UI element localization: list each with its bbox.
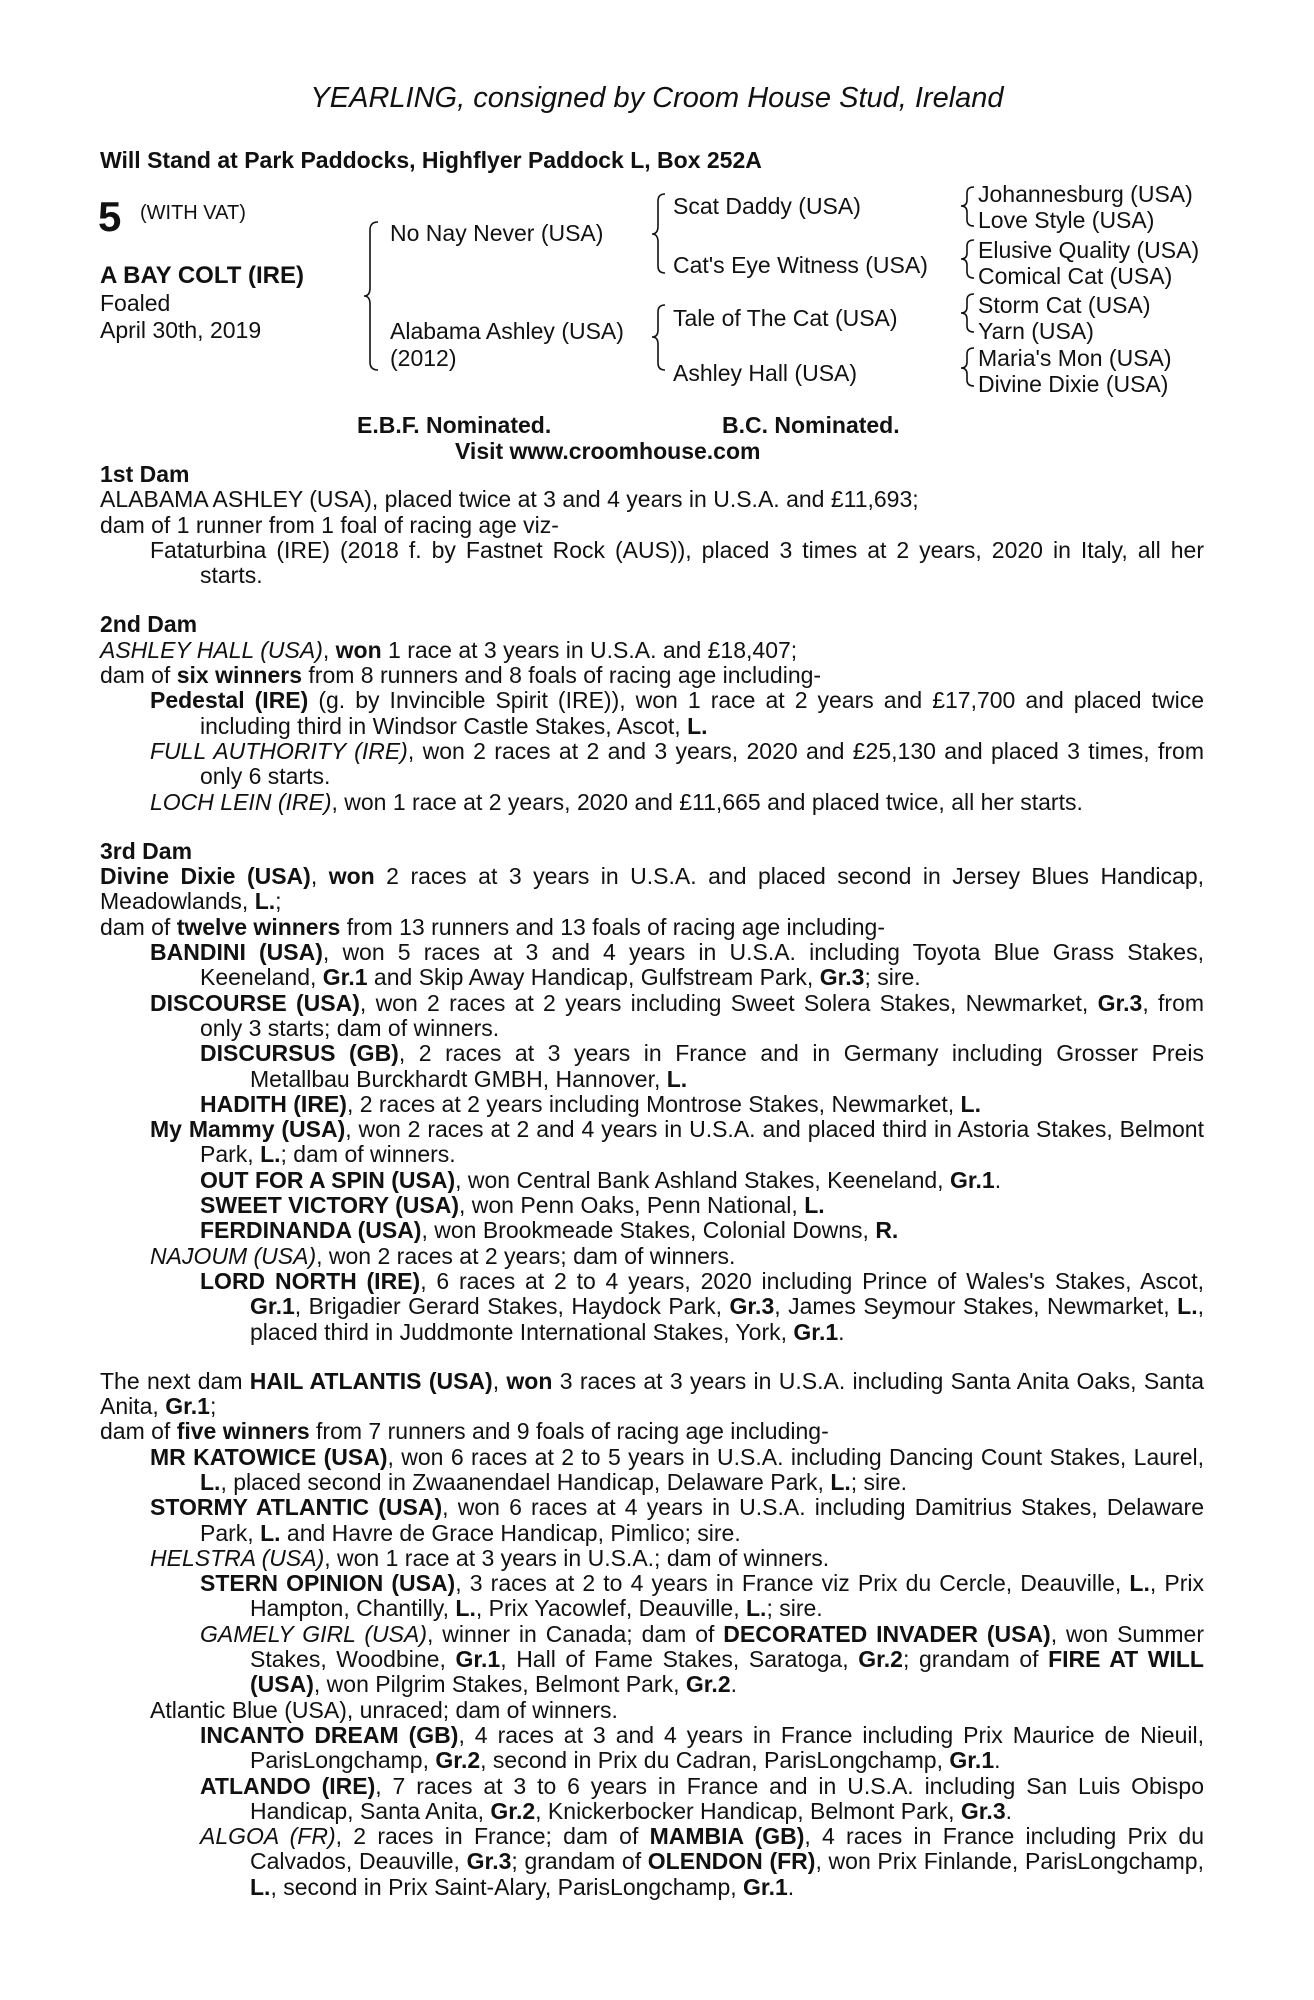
text: (g. by Invincible Spirit (IRE)), won 1 race at 2 years and £17,700 and placed twice including third in Windsor Castle Stakes, Ascot, (200, 687, 1204, 739)
text: , Prix Hampton, Chantilly, (250, 1570, 1205, 1622)
bold-text: HADITH (IRE) (200, 1090, 347, 1117)
bold-text: five winners (176, 1418, 310, 1445)
record-paragraph (150, 790, 1204, 815)
record-paragraph (150, 1244, 1204, 1269)
text: Atlantic Blue (USA), unraced; dam of winners. (150, 1696, 618, 1723)
text: . (994, 1747, 1001, 1774)
bold-text: L. (455, 1595, 476, 1622)
text: , (322, 636, 336, 663)
text: , 3 races at 2 to 4 years in France viz Prix du Cercle, Deauville, (455, 1570, 1130, 1597)
bold-text: six winners (176, 662, 302, 689)
italic-text: LOCH LEIN (IRE) (150, 788, 332, 815)
text: , 7 races at 3 to 6 years in France and in U.S.A. including San Luis Obispo Handicap, Santa Anita, (250, 1772, 1204, 1824)
bold-text: INCANTO DREAM (GB) (200, 1721, 459, 1748)
bold-text: L. (260, 1141, 281, 1168)
bold-text: Gr.1 (165, 1393, 210, 1420)
record-paragraph (100, 1419, 1204, 1444)
text: , Knickerbocker Handicap, Belmont Park, (535, 1797, 961, 1824)
bold-text: DISCOURSE (USA) (150, 989, 360, 1016)
italic-text: GAMELY GIRL (USA) (200, 1620, 427, 1647)
text: dam of 1 runner from 1 foal of racing age viz- (100, 511, 559, 538)
text: , (492, 1367, 507, 1394)
bold-text: won (335, 636, 382, 663)
bold-text: OLENDON (FR) (647, 1848, 816, 1875)
text: . (730, 1671, 738, 1698)
bold-text: Gr.2 (490, 1797, 536, 1824)
text: , second in Prix Saint-Alary, ParisLongchamp, (270, 1873, 744, 1900)
text: ALABAMA ASHLEY (USA), placed twice at 3 and 4 years in U.S.A. and £11,693; (100, 486, 919, 513)
text: . (994, 1166, 1002, 1193)
section-heading: 1st Dam (100, 461, 190, 487)
bold-text: SWEET VICTORY (USA) (200, 1192, 459, 1219)
bold-text: L. (687, 712, 708, 739)
ebf-nomination: E.B.F. Nominated. (357, 412, 552, 438)
record-paragraph (150, 739, 1204, 790)
record-paragraph (200, 1571, 1204, 1622)
lot-number: 5 (98, 193, 122, 240)
record-paragraph (200, 1622, 1204, 1698)
text: , James Seymour Stakes, Newmarket, (774, 1293, 1178, 1320)
text: . (787, 1873, 795, 1900)
bold-text: Gr.2 (858, 1646, 903, 1673)
text: ; (275, 888, 282, 915)
record-paragraph (150, 1117, 1204, 1168)
text: ; sire. (766, 1595, 823, 1622)
bold-text: L. (666, 1065, 688, 1092)
sire-sire: Scat Daddy (USA) (673, 193, 861, 219)
record-paragraph (100, 1369, 1204, 1420)
bold-text: FIRE AT WILL (USA) (250, 1646, 1204, 1698)
bold-text: L. (1177, 1293, 1198, 1320)
ancestor-8: Divine Dixie (USA) (978, 371, 1169, 397)
text: , won 2 races at 2 and 3 years, 2020 and £25,130 and placed 3 times, from only 6 starts. (200, 737, 1205, 790)
bold-text: L. (804, 1192, 825, 1219)
text: and Skip Away Handicap, Gulfstream Park, (367, 964, 820, 991)
ancestor-2: Love Style (USA) (978, 207, 1155, 233)
text: , 2 races in France; dam of (335, 1823, 650, 1850)
record-paragraph (200, 1774, 1204, 1825)
bold-text: won (328, 863, 375, 890)
text: , 4 races in France including Prix du Calvados, Deauville, (250, 1823, 1205, 1875)
bold-text: twelve winners (176, 913, 341, 940)
bold-text: DISCURSUS (GB) (200, 1040, 399, 1067)
record-paragraph (100, 864, 1204, 915)
text: ; (209, 1393, 217, 1420)
text: Fataturbina (IRE) (2018 f. by Fastnet Rock (AUS)), placed 3 times at 2 years, 2020 in Italy, all her starts. (150, 536, 1204, 589)
bold-text: ATLANDO (IRE) (200, 1772, 376, 1799)
bold-text: Gr.1 (455, 1646, 501, 1673)
text: ; grandam of (511, 1848, 648, 1875)
bold-text: won (506, 1367, 553, 1394)
bold-text: Gr.1 (743, 1873, 788, 1900)
text: 3 races at 3 years in U.S.A. including Santa Anita Oaks, Santa Anita, (100, 1367, 1204, 1420)
text: , won 6 races at 4 years in U.S.A. including Damitrius Stakes, Delaware Park, (200, 1494, 1204, 1546)
text: , won 6 races at 2 to 5 years in U.S.A. including Dancing Count Stakes, Laurel, (387, 1443, 1204, 1470)
record-paragraph (200, 1824, 1204, 1900)
record-paragraph (100, 915, 1204, 940)
text: . (838, 1318, 845, 1345)
text: , Hall of Fame Stakes, Saratoga, (500, 1646, 859, 1673)
bold-text: MAMBIA (GB) (649, 1823, 805, 1850)
record-paragraph (200, 1168, 1204, 1193)
record-paragraph (150, 1546, 1204, 1571)
bold-text: R. (875, 1217, 899, 1244)
text: ; grandam of (902, 1646, 1049, 1673)
record-paragraph (100, 487, 1204, 512)
text: , 6 races at 2 to 4 years, 2020 including Prince of Wales's Stakes, Ascot, (420, 1267, 1204, 1294)
bold-text: Gr.1 (949, 1747, 995, 1774)
bold-text: Gr.3 (960, 1797, 1006, 1824)
foaled-label: Foaled (100, 290, 171, 316)
bold-text: LORD NORTH (IRE) (200, 1267, 421, 1294)
bold-text: My Mammy (USA) (150, 1116, 346, 1143)
record-paragraph (200, 1218, 1204, 1243)
bold-text: DECORATED INVADER (USA) (723, 1620, 1051, 1647)
text: The next dam (100, 1367, 250, 1394)
ancestor-1: Johannesburg (USA) (978, 181, 1193, 207)
bold-text: STORMY ATLANTIC (USA) (150, 1494, 443, 1521)
bold-text: Gr.1 (793, 1318, 839, 1345)
bold-text: L. (960, 1090, 981, 1117)
bold-text: L. (830, 1468, 851, 1495)
sire: No Nay Never (USA) (390, 220, 604, 246)
bold-text: Pedestal (IRE) (150, 687, 309, 714)
dam-sire: Tale of The Cat (USA) (673, 305, 898, 331)
text: , won Penn Oaks, Penn National, (459, 1192, 805, 1219)
text: , won 2 races at 2 and 4 years in U.S.A. and placed third in Astoria Stakes, Belmont Park, (200, 1116, 1204, 1168)
bold-text: Divine Dixie (USA) (100, 863, 311, 890)
italic-text: ASHLEY HALL (USA) (100, 636, 323, 663)
bold-text: STERN OPINION (USA) (200, 1570, 456, 1597)
record-paragraph (200, 1269, 1204, 1345)
text: , won Prix Finlande, ParisLongchamp, (815, 1848, 1204, 1875)
bold-text: HAIL ATLANTIS (USA) (249, 1367, 493, 1394)
bold-text: Gr.3 (819, 964, 865, 991)
bc-nomination: B.C. Nominated. (722, 412, 900, 438)
text: , 2 races at 2 years including Montrose Stakes, Newmarket, (346, 1090, 961, 1117)
text: , won 1 race at 3 years in U.S.A.; dam of winners. (324, 1544, 830, 1571)
ancestor-7: Maria's Mon (USA) (978, 345, 1172, 371)
bold-text: L. (200, 1468, 221, 1495)
record-paragraph (150, 1445, 1204, 1496)
record-paragraph (100, 638, 1204, 663)
ancestor-4: Comical Cat (USA) (978, 263, 1173, 289)
bold-text: L. (250, 1873, 271, 1900)
bold-text: Gr.3 (466, 1848, 512, 1875)
text: , (310, 863, 329, 890)
record-paragraph (150, 991, 1204, 1042)
text: , won Pilgrim Stakes, Belmont Park, (313, 1671, 686, 1698)
bold-text: L. (1129, 1570, 1150, 1597)
record-paragraph (200, 1041, 1204, 1092)
bold-text: L. (254, 888, 276, 915)
text: from 7 runners and 9 foals of racing age including- (309, 1418, 829, 1445)
bold-text: Gr.1 (250, 1293, 295, 1320)
dam-dam: Ashley Hall (USA) (673, 360, 858, 386)
italic-text: FULL AUTHORITY (IRE) (150, 737, 408, 764)
horse-description: A BAY COLT (IRE) (100, 262, 305, 289)
bold-text: FERDINANDA (USA) (200, 1217, 422, 1244)
bold-text: Gr.3 (729, 1293, 775, 1320)
text: dam of (100, 662, 177, 689)
text: , won Brookmeade Stakes, Colonial Downs, (421, 1217, 876, 1244)
italic-text: HELSTRA (USA) (150, 1544, 325, 1571)
page-title: YEARLING, consigned by Croom House Stud, Ireland (310, 82, 1004, 114)
text: , Brigadier Gerard Stakes, Haydock Park, (294, 1293, 730, 1320)
foaled-date: April 30th, 2019 (100, 317, 262, 343)
text: , 4 races at 3 and 4 years in France including Prix Maurice de Nieuil, ParisLongchamp, (250, 1721, 1204, 1774)
text: from 13 runners and 13 foals of racing age including- (340, 913, 885, 940)
text: , won 2 races at 2 years including Sweet Solera Stakes, Newmarket, (359, 989, 1098, 1016)
vat-note: (WITH VAT) (140, 202, 246, 224)
section-spacer (100, 1345, 1204, 1369)
text: 1 race at 3 years in U.S.A. and £18,407; (381, 636, 798, 663)
ancestor-5: Storm Cat (USA) (978, 292, 1151, 318)
bold-text: Gr.2 (435, 1747, 481, 1774)
text: , placed third in Juddmonte International Stakes, York, (250, 1293, 1205, 1345)
text: , won 2 races at 2 years; dam of winners. (316, 1242, 736, 1269)
stand-location: Will Stand at Park Paddocks, Highflyer Paddock L, Box 252A (100, 147, 762, 173)
text: dam of (100, 1418, 177, 1445)
ancestor-6: Yarn (USA) (978, 318, 1094, 344)
record-paragraph (150, 940, 1204, 991)
sire-dam: Cat's Eye Witness (USA) (673, 252, 928, 278)
text: , won 1 race at 2 years, 2020 and £11,665 and placed twice, all her starts. (331, 788, 1083, 815)
record-paragraph (150, 688, 1204, 739)
text: 2 races at 3 years in U.S.A. and placed second in Jersey Blues Handicap, Meadowlands, (100, 863, 1205, 915)
text: ; dam of winners. (280, 1141, 456, 1168)
record-paragraph (150, 1698, 1204, 1723)
text: ; sire. (850, 1468, 907, 1495)
text: , second in Prix du Cadran, ParisLongchamp, (480, 1747, 950, 1774)
text: dam of (100, 913, 177, 940)
text: , from only 3 starts; dam of winners. (200, 989, 1205, 1041)
bold-text: Gr.2 (685, 1671, 731, 1698)
bold-text: Gr.1 (322, 964, 368, 991)
bold-text: L. (260, 1519, 281, 1546)
bold-text: OUT FOR A SPIN (USA) (200, 1166, 456, 1193)
text: , Prix Yacowlef, Deauville, (475, 1595, 746, 1622)
section-heading: 2nd Dam (100, 611, 198, 638)
text: ; sire. (864, 964, 921, 991)
record-paragraph (100, 513, 1204, 538)
dam: Alabama Ashley (USA) (390, 318, 624, 344)
bold-text: L. (746, 1595, 767, 1622)
text: from 8 runners and 8 foals of racing age including- (302, 662, 822, 689)
record-paragraph (200, 1092, 1204, 1117)
ancestor-3: Elusive Quality (USA) (978, 237, 1200, 263)
text: , won Summer Stakes, Woodbine, (250, 1620, 1204, 1673)
text: . (1005, 1797, 1013, 1824)
record-paragraph (150, 538, 1204, 589)
italic-text: ALGOA (FR) (200, 1823, 336, 1850)
produce-record (100, 462, 1204, 1900)
text: , 2 races at 3 years in France and in Germany including Grosser Preis Metallbau Burckhardt GMBH, Hannover, (250, 1040, 1204, 1092)
website-link[interactable]: Visit www.croomhouse.com (455, 438, 761, 464)
italic-text: NAJOUM (USA) (150, 1242, 317, 1269)
bold-text: BANDINI (USA) (150, 939, 323, 966)
bold-text: Gr.3 (1097, 989, 1143, 1016)
dam-year: (2012) (390, 345, 457, 371)
bold-text: Gr.1 (949, 1166, 995, 1193)
record-paragraph (200, 1723, 1204, 1774)
record-paragraph (150, 1495, 1204, 1546)
text: , won 5 races at 3 and 4 years in U.S.A. including Toyota Blue Grass Stakes, Keeneland, (200, 939, 1204, 991)
bold-text: MR KATOWICE (USA) (150, 1443, 388, 1470)
text: and Havre de Grace Handicap, Pimlico; sire. (280, 1519, 741, 1546)
text: , placed second in Zwaanendael Handicap, Delaware Park, (220, 1468, 831, 1495)
record-paragraph (200, 1193, 1204, 1218)
record-paragraph (100, 663, 1204, 688)
text: , won Central Bank Ashland Stakes, Keeneland, (455, 1166, 950, 1193)
text: , winner in Canada; dam of (427, 1620, 724, 1647)
section-heading: 3rd Dam (100, 837, 193, 864)
